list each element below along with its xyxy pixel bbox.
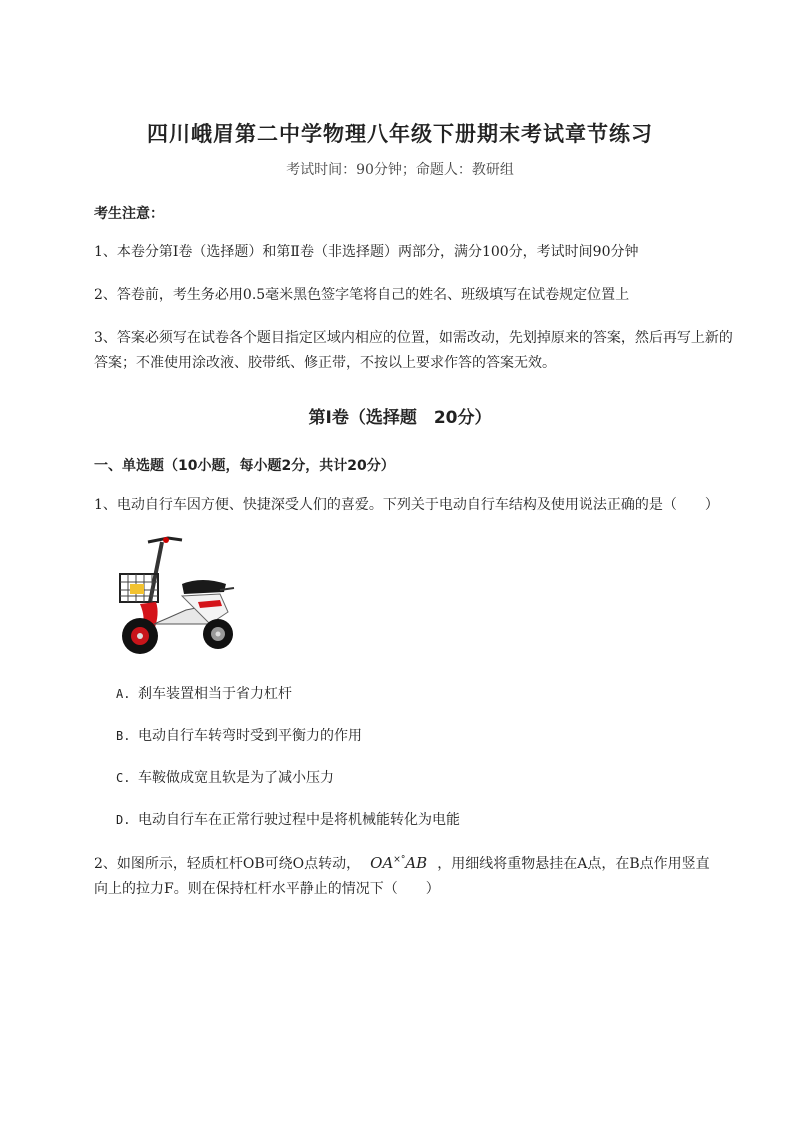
q1-option-d [116, 809, 460, 829]
q1-option-b [116, 725, 362, 745]
electric-bicycle-icon [110, 532, 240, 660]
q1-option-a [116, 683, 292, 703]
option-letter: B. [116, 729, 131, 743]
notice-heading: 考生注意： [94, 206, 164, 222]
option-letter: D. [116, 813, 131, 827]
document-title: 四川峨眉第二中学物理八年级下册期末考试章节练习 [147, 122, 653, 146]
exam-info: 考试时间：90分钟；命题人：教研组 [286, 162, 514, 178]
option-text: 车鞍做成宽且软是为了减小压力 [138, 770, 334, 786]
option-text: 电动自行车转弯时受到平衡力的作用 [138, 728, 362, 744]
q2-stem-part-2: ，用细线将重物悬挂在A点，在B点作用竖直 [437, 856, 710, 872]
option-text: 电动自行车在正常行驶过程中是将机械能转化为电能 [138, 812, 460, 828]
notice-item-1: 1、本卷分第Ⅰ卷（选择题）和第Ⅱ卷（非选择题）两部分，满分100分，考试时间90分钟 [94, 244, 639, 260]
question-2-stem [94, 848, 744, 902]
notice-item-3: 3、答案必须写在试卷各个题目指定区域内相应的位置，如需改动，先划掉原来的答案，然后再写上新的答案；不准使用涂改液、胶带纸、修正带，不按以上要求作答的答案无效。 [94, 330, 733, 371]
q1-option-c [116, 767, 334, 787]
notice-item-2: 2、答卷前，考生务必用0.5毫米黑色签字笔将自己的姓名、班级填写在试卷规定位置上 [94, 287, 630, 303]
option-letter: A. [116, 687, 131, 701]
formula-left: OA [370, 854, 394, 872]
q2-formula [370, 854, 427, 872]
option-letter: C. [116, 771, 131, 785]
q2-stem-line-2: 向上的拉力F。则在保持杠杆水平静止的情况下（ ） [94, 881, 440, 897]
formula-symbol: ×° [393, 855, 406, 865]
q2-stem-part-1: 2、如图所示，轻质杠杆OB可绕O点转动， [94, 856, 361, 872]
electric-bicycle-image [110, 532, 240, 660]
section-subheading: 一、单选题（10小题，每小题2分，共计20分） [94, 458, 395, 474]
formula-right: AB [405, 854, 428, 872]
option-text: 刹车装置相当于省力杠杆 [138, 686, 292, 702]
section-title: 第Ⅰ卷（选择题 20分） [308, 408, 492, 428]
question-1-stem: 1、电动自行车因方便、快捷深受人们的喜爱。下列关于电动自行车结构及使用说法正确的是（ ） [94, 497, 719, 513]
